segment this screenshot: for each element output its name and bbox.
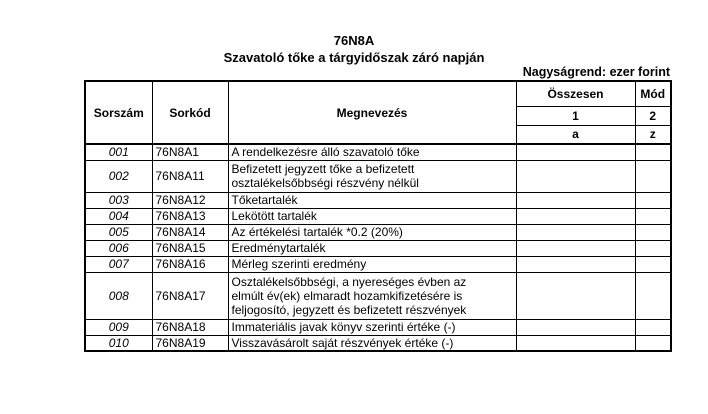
value-cell-mod[interactable] (635, 192, 671, 208)
value-cell-mod[interactable] (635, 319, 671, 335)
col-number-osszesen: 1 (516, 106, 635, 125)
table-row (85, 160, 671, 192)
row-description-line: Mérleg szerinti eredmény (231, 257, 367, 271)
value-cell-osszesen[interactable] (516, 192, 635, 208)
row-description (228, 144, 516, 160)
value-cell-mod[interactable] (635, 224, 671, 240)
row-description-line: Immateriális javak könyv szerinti értéke (-) (231, 320, 456, 334)
row-number: 006 (85, 240, 152, 256)
col-header-mod: Mód (635, 81, 671, 106)
table-row (85, 240, 671, 256)
value-cell-mod[interactable] (635, 335, 671, 351)
col-letter-osszesen: a (516, 125, 635, 144)
row-code: 76N8A12 (152, 192, 228, 208)
row-description-line: osztalékelsőbbségi részvény nélkül (231, 176, 419, 190)
col-header-sorszam: Sorszám (85, 81, 152, 144)
row-code: 76N8A15 (152, 240, 228, 256)
row-description (228, 240, 516, 256)
value-cell-osszesen[interactable] (516, 272, 635, 319)
row-description (228, 335, 516, 351)
table-row (85, 192, 671, 208)
row-number: 009 (85, 319, 152, 335)
table-row (85, 272, 671, 319)
row-description-line: elmúlt év(ek) elmaradt hozamkifizetésére is (231, 288, 463, 303)
form-title: Szavatoló tőke a tárgyidőszak záró napján (223, 50, 485, 65)
table-row (85, 224, 671, 240)
table-row (85, 208, 671, 224)
table-body (85, 144, 671, 351)
unit-label: Nagyságrend: ezer forint (522, 65, 670, 79)
row-description (228, 160, 516, 192)
row-description (228, 319, 516, 335)
row-code: 76N8A1 (152, 144, 228, 160)
row-description (228, 256, 516, 272)
report-table (84, 80, 672, 352)
row-number: 008 (85, 272, 152, 319)
row-number: 005 (85, 224, 152, 240)
col-header-sorkod: Sorkód (152, 81, 228, 144)
col-header-osszesen: Összesen (516, 81, 635, 106)
row-code: 76N8A11 (152, 160, 228, 192)
row-description-line: Az értékelési tartalék *0.2 (20%) (231, 225, 403, 239)
table-row (85, 335, 671, 351)
row-description-line: Visszavásárolt saját részvények értéke (-) (231, 335, 454, 350)
col-letter-mod: z (635, 125, 671, 144)
value-cell-mod[interactable] (635, 208, 671, 224)
value-cell-osszesen[interactable] (516, 256, 635, 272)
form-code: 76N8A (333, 33, 375, 48)
value-cell-mod[interactable] (635, 144, 671, 160)
row-description (228, 192, 516, 208)
row-description (228, 272, 516, 319)
row-code: 76N8A13 (152, 208, 228, 224)
value-cell-mod[interactable] (635, 160, 671, 192)
row-number: 003 (85, 192, 152, 208)
row-description (228, 208, 516, 224)
row-code: 76N8A17 (152, 272, 228, 319)
row-number: 004 (85, 208, 152, 224)
row-number: 002 (85, 160, 152, 192)
row-code: 76N8A18 (152, 319, 228, 335)
row-description-line: Osztalékelsőbbségi, a nyereséges évben az (231, 274, 467, 289)
row-number: 010 (85, 335, 152, 351)
row-description-line: Lekötött tartalék (231, 209, 317, 223)
table-row (85, 256, 671, 272)
value-cell-osszesen[interactable] (516, 208, 635, 224)
row-description-line: Eredménytartalék (231, 241, 326, 255)
value-cell-osszesen[interactable] (516, 335, 635, 351)
value-cell-mod[interactable] (635, 240, 671, 256)
row-code: 76N8A19 (152, 335, 228, 351)
table-row (85, 144, 671, 160)
row-code: 76N8A14 (152, 224, 228, 240)
value-cell-osszesen[interactable] (516, 144, 635, 160)
value-cell-osszesen[interactable] (516, 319, 635, 335)
row-description-line: Tőketartalék (231, 193, 298, 207)
value-cell-osszesen[interactable] (516, 240, 635, 256)
row-description (228, 224, 516, 240)
row-number: 007 (85, 256, 152, 272)
value-cell-mod[interactable] (635, 272, 671, 319)
row-description-line: A rendelkezésre álló szavatoló tőke (231, 145, 420, 160)
row-description-line: Befizetett jegyzett tőke a befizetett (231, 162, 415, 176)
row-description-line: feljogosító, jegyzett és befizetett részvények (231, 302, 467, 317)
col-number-mod: 2 (635, 106, 671, 125)
value-cell-osszesen[interactable] (516, 224, 635, 240)
col-header-megnevezes: Megnevezés (228, 81, 516, 144)
row-number: 001 (85, 144, 152, 160)
value-cell-mod[interactable] (635, 256, 671, 272)
value-cell-osszesen[interactable] (516, 160, 635, 192)
table-row (85, 319, 671, 335)
row-code: 76N8A16 (152, 256, 228, 272)
